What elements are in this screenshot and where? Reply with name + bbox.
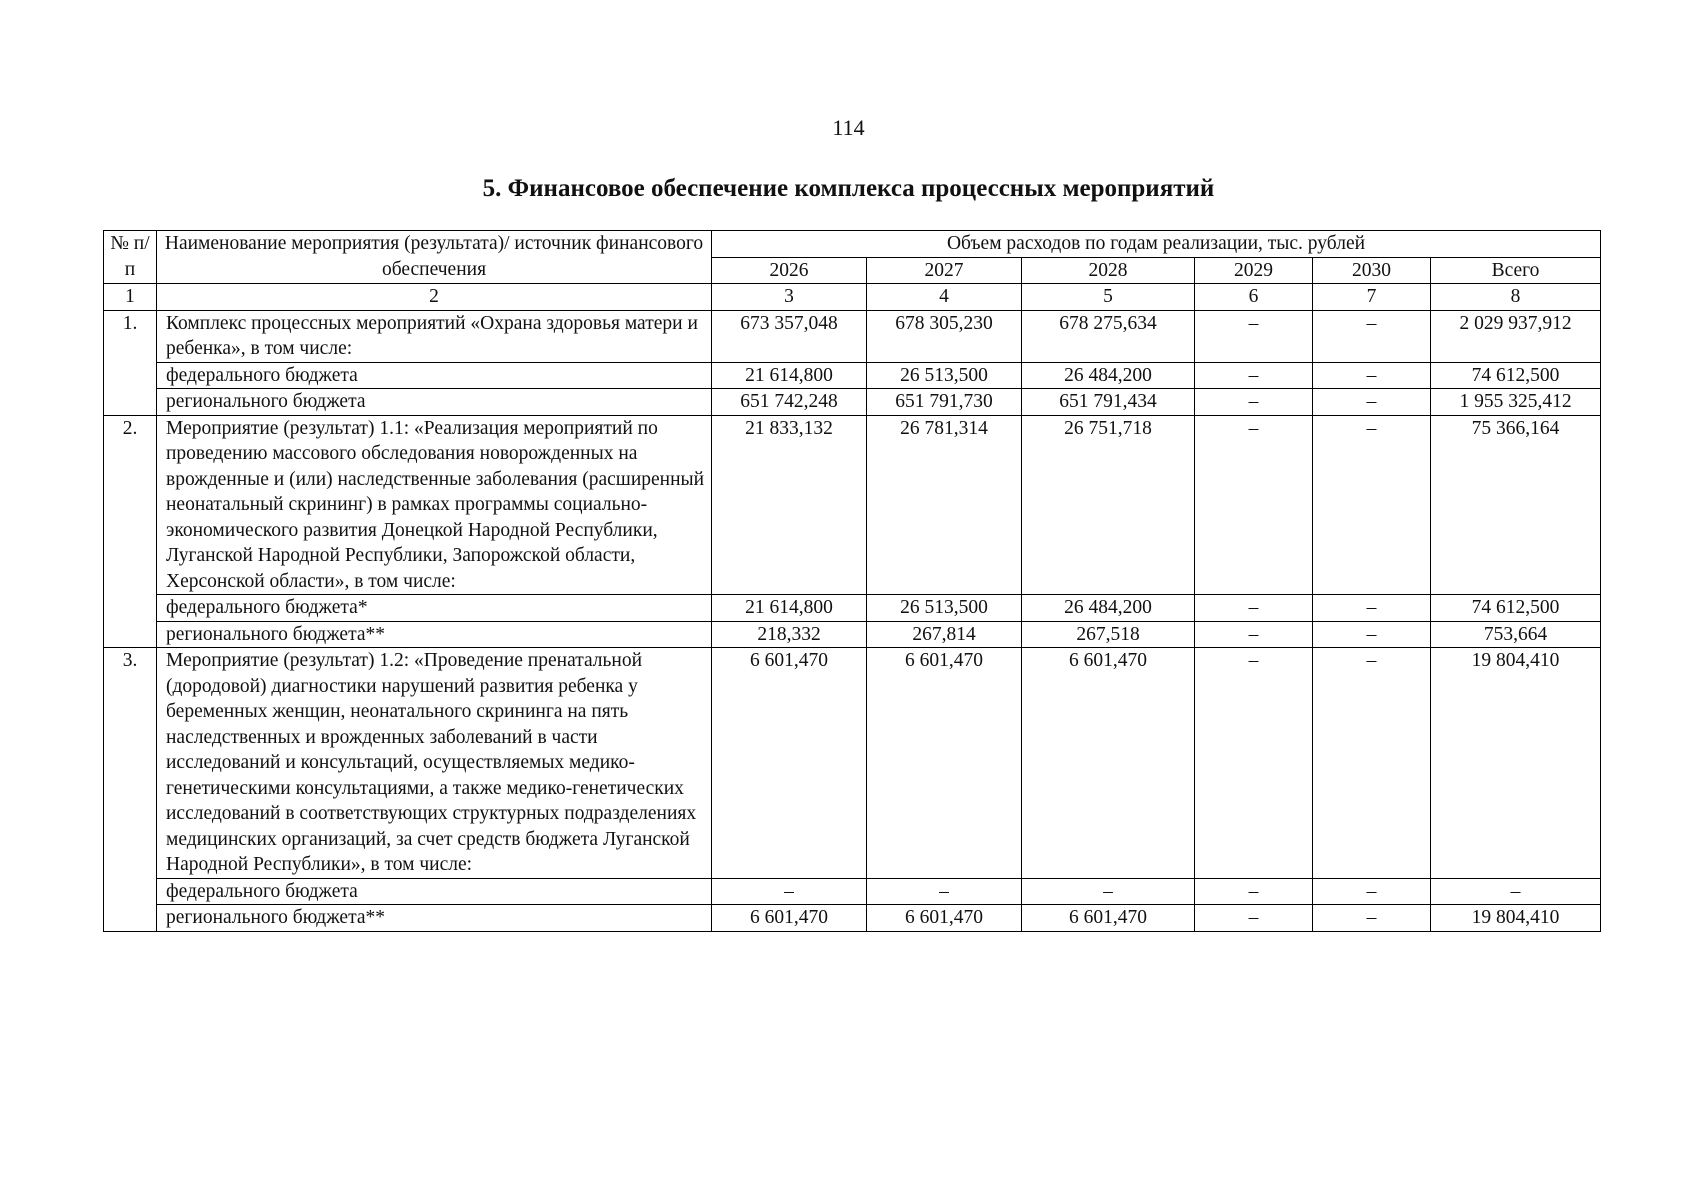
value-2027: 651 791,730 [867,389,1022,416]
row-number: 3. [104,648,157,932]
header-year: 2027 [867,257,1022,284]
value-2030: – [1313,362,1431,389]
value-2027: 26 513,500 [867,362,1022,389]
row-number: 2. [104,415,157,648]
value-2030: – [1313,389,1431,416]
value-2028: 678 275,634 [1022,310,1195,362]
value-2028: 651 791,434 [1022,389,1195,416]
column-number: 3 [712,284,867,311]
row-name: регионального бюджета** [157,621,712,648]
row-name: регионального бюджета** [157,905,712,932]
value-2029: – [1195,595,1313,622]
value-2028: 26 484,200 [1022,362,1195,389]
value-2028: 6 601,470 [1022,905,1195,932]
value-2029: – [1195,648,1313,879]
header-expenses: Объем расходов по годам реализации, тыс. рублей [712,231,1601,258]
value-2026: – [712,878,867,905]
column-number: 8 [1431,284,1601,311]
header-year: 2029 [1195,257,1313,284]
value-2027: 6 601,470 [867,648,1022,879]
value-2030: – [1313,878,1431,905]
row-number: 1. [104,310,157,415]
column-number: 2 [157,284,712,311]
row-name: регионального бюджета [157,389,712,416]
value-2030: – [1313,621,1431,648]
header-year: 2030 [1313,257,1431,284]
value-2026: 21 833,132 [712,415,867,595]
header-name: Наименование мероприятия (результата)/ источник финансового обеспечения [157,231,712,284]
value-2030: – [1313,648,1431,879]
value-2027: 678 305,230 [867,310,1022,362]
value-2030: – [1313,905,1431,932]
value-2027: – [867,878,1022,905]
column-number: 4 [867,284,1022,311]
column-number: 7 [1313,284,1431,311]
value-total: 1 955 325,412 [1431,389,1601,416]
value-2029: – [1195,310,1313,362]
column-numbers-row [104,284,1601,311]
value-2028: 26 751,718 [1022,415,1195,595]
value-2026: 21 614,800 [712,595,867,622]
table-row [104,621,1601,648]
column-number: 5 [1022,284,1195,311]
value-2026: 6 601,470 [712,648,867,879]
page-title: 5. Финансовое обеспечение комплекса процессных мероприятий [482,175,1215,202]
value-2028: 267,518 [1022,621,1195,648]
value-2029: – [1195,878,1313,905]
column-number: 6 [1195,284,1313,311]
value-2028: – [1022,878,1195,905]
header-total: Всего [1431,257,1601,284]
value-2027: 267,814 [867,621,1022,648]
value-2028: 26 484,200 [1022,595,1195,622]
row-name: Мероприятие (результат) 1.2: «Проведение пренатальной (дородовой) диагностики нарушений развития ребенка у беременных женщин, неонатального скрининга на пять наследственных и врожденных заболеваний в части исследований и консультаций, осуществляемых медико-генетическими консультациями, а также медико-генетических исследований в соответствующих структурных подразделениях медицинских организаций, за счет средств бюджета Луганской Народной Республики», в том числе: [157,648,712,879]
value-2026: 218,332 [712,621,867,648]
table-row [104,595,1601,622]
value-2029: – [1195,415,1313,595]
value-2026: 6 601,470 [712,905,867,932]
value-2027: 26 513,500 [867,595,1022,622]
value-total: – [1431,878,1601,905]
table-row [104,648,1601,879]
value-2030: – [1313,310,1431,362]
table-row [104,905,1601,932]
table-row [104,310,1601,362]
value-2029: – [1195,362,1313,389]
financing-table [103,230,1601,932]
column-number: 1 [104,284,157,311]
value-2027: 6 601,470 [867,905,1022,932]
value-2029: – [1195,389,1313,416]
value-2030: – [1313,415,1431,595]
value-2029: – [1195,905,1313,932]
row-name: федерального бюджета* [157,595,712,622]
value-total: 74 612,500 [1431,362,1601,389]
row-name: Мероприятие (результат) 1.1: «Реализация мероприятий по проведению массового обследования новорожденных на врожденные и (или) наследственные заболевания (расширенный неонатальный скрининг) в рамках программы социально-экономического развития Донецкой Народной Республики, Луганской Народной Республики, Запорожской области, Херсонской области», в том числе: [157,415,712,595]
value-2026: 651 742,248 [712,389,867,416]
value-total: 19 804,410 [1431,905,1601,932]
value-total: 2 029 937,912 [1431,310,1601,362]
table-row [104,415,1601,595]
row-name: федерального бюджета [157,362,712,389]
value-2026: 673 357,048 [712,310,867,362]
value-total: 75 366,164 [1431,415,1601,595]
row-name: Комплекс процессных мероприятий «Охрана здоровья матери и ребенка», в том числе: [157,310,712,362]
table-row [104,878,1601,905]
table-row [104,362,1601,389]
value-total: 753,664 [1431,621,1601,648]
page-number: 114 [832,115,865,140]
value-2029: – [1195,621,1313,648]
value-2030: – [1313,595,1431,622]
header-year: 2028 [1022,257,1195,284]
value-2028: 6 601,470 [1022,648,1195,879]
header-year: 2026 [712,257,867,284]
row-name: федерального бюджета [157,878,712,905]
value-total: 74 612,500 [1431,595,1601,622]
table-row [104,389,1601,416]
value-2027: 26 781,314 [867,415,1022,595]
value-2026: 21 614,800 [712,362,867,389]
value-total: 19 804,410 [1431,648,1601,879]
header-no: № п/п [104,231,157,284]
